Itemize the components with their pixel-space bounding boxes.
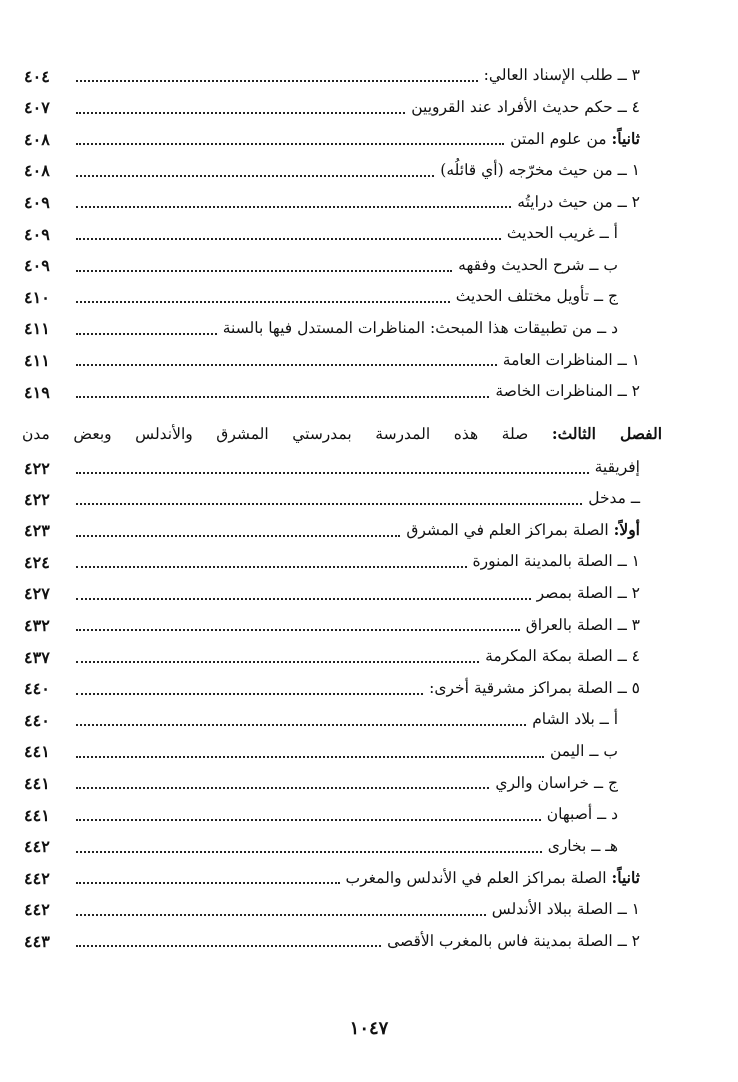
- toc-page-number: ٤١٩: [24, 382, 50, 402]
- dot-leader: [76, 472, 589, 474]
- toc-page-number: ٤٠٩: [24, 224, 50, 244]
- dot-leader: [76, 629, 520, 631]
- toc-page-number: ٤٤٢: [24, 900, 50, 920]
- toc-entry[interactable]: [24, 896, 640, 924]
- toc-page-number: ٤٤٢: [24, 868, 50, 888]
- dot-leader: [76, 756, 544, 758]
- toc-entry[interactable]: [24, 675, 640, 703]
- toc-entry-title: ١ ــ الصلة بالمدينة المنورة: [472, 552, 640, 571]
- toc-entry[interactable]: [24, 801, 618, 829]
- toc-entry[interactable]: [24, 94, 640, 122]
- dot-leader: [76, 301, 450, 303]
- toc-entry[interactable]: [24, 738, 618, 766]
- toc-entry-title: ج ــ خراسان والري: [495, 773, 618, 792]
- toc-entry-title: ٥ ــ الصلة بمراكز مشرقية أخرى:: [429, 678, 640, 697]
- toc-page-number: ٤٣٢: [24, 615, 50, 635]
- chapter-title: صلة هذه المدرسة بمدرستي المشرق والأندلس وبعض مدن: [22, 425, 552, 443]
- toc-entry-text: الصلة بمراكز العلم في المشرق: [406, 521, 614, 540]
- toc-entry-title: [406, 522, 640, 539]
- page-number: ١٠٤٧: [349, 1018, 389, 1039]
- toc-page-number: ٤١١: [24, 350, 50, 370]
- toc-entry[interactable]: [24, 346, 640, 374]
- toc-entry-title: ج ــ تأويل مختلف الحديث: [455, 287, 618, 306]
- toc-entry[interactable]: [24, 454, 640, 482]
- dot-leader: [76, 396, 489, 398]
- toc-entry[interactable]: [24, 833, 618, 861]
- dot-leader: [76, 206, 511, 208]
- toc-page-number: ٤٠٨: [24, 161, 50, 181]
- toc-entry-text: من علوم المتن: [510, 129, 612, 148]
- toc-entry[interactable]: [24, 517, 640, 545]
- dot-leader: [76, 819, 541, 821]
- toc-entry[interactable]: [24, 220, 618, 248]
- toc-page-number: ٤٤١: [24, 773, 50, 793]
- toc-page-number: ٤٤٢: [24, 837, 50, 857]
- toc-page-number: ٤٤٣: [24, 931, 50, 951]
- toc-entry-title: [510, 128, 640, 148]
- dot-leader: [76, 112, 405, 114]
- toc-entry-title: د ــ أصبهان: [546, 805, 618, 824]
- toc-page-number: ٤٠٧: [24, 98, 50, 118]
- toc-page-number: ٤٢٧: [24, 584, 50, 604]
- toc-entry[interactable]: [24, 378, 640, 406]
- toc-entry-title: ٢ ــ الصلة بمدينة فاس بالمغرب الأقصى: [387, 931, 640, 950]
- dot-leader: [76, 945, 381, 947]
- toc-page-number: ٤٢٢: [24, 489, 50, 509]
- toc-entry-title: ٤ ــ حكم حديث الأفراد عند القرويين: [411, 97, 640, 116]
- toc-entry[interactable]: [24, 252, 618, 280]
- toc-entry-title: ٣ ــ طلب الإسناد العالي:: [483, 66, 640, 85]
- dot-leader: [76, 535, 400, 537]
- toc-entry-text: الصلة بمراكز العلم في الأندلس والمغرب: [345, 868, 612, 887]
- toc-entry[interactable]: [24, 283, 618, 311]
- dot-leader: [76, 882, 340, 884]
- toc-entry[interactable]: [24, 315, 618, 343]
- toc-page-number: ٤٠٩: [24, 192, 50, 212]
- dot-leader: [76, 787, 489, 789]
- toc-page-number: ٤١٠: [24, 287, 50, 307]
- toc-entry[interactable]: [24, 864, 640, 892]
- toc-page-number: ٤٢٤: [24, 552, 50, 572]
- dot-leader: [76, 914, 486, 916]
- toc-entry-title: ٤ ــ الصلة بمكة المكرمة: [485, 647, 640, 666]
- toc-page-number: ٤١١: [24, 319, 50, 339]
- toc-entry-title: ١ ــ المناظرات العامة: [502, 350, 640, 369]
- chapter-heading: [22, 424, 662, 443]
- toc-entry-label: ثانياً:: [611, 128, 640, 148]
- toc-entry-title: ٢ ــ الصلة بمصر: [536, 584, 640, 603]
- toc-entry-title: ٢ ــ المناظرات الخاصة: [495, 382, 640, 401]
- toc-entry[interactable]: [24, 62, 640, 90]
- toc-entry-title: ١ ــ من حيث مخرّجه (أي قائلُه): [440, 161, 640, 180]
- toc-entry[interactable]: [24, 643, 640, 671]
- toc-entry-title: إفريقية: [594, 458, 640, 477]
- toc-entry-title: ١ ــ الصلة ببلاد الأندلس: [491, 900, 640, 919]
- toc-page-number: ٤٤١: [24, 742, 50, 762]
- toc-entry-title: ٣ ــ الصلة بالعراق: [525, 615, 640, 634]
- toc-entry-title: ٢ ــ من حيث درايتُه: [517, 192, 640, 211]
- toc-entry[interactable]: [24, 485, 640, 513]
- dot-leader: [76, 175, 434, 177]
- toc-entry-label: ثانياً:: [611, 867, 640, 887]
- toc-page-number: ٤٢٢: [24, 458, 50, 478]
- toc-page-number: ٤٤١: [24, 805, 50, 825]
- dot-leader: [76, 566, 467, 568]
- toc-page-number: ٤٠٩: [24, 256, 50, 276]
- dot-leader: [76, 503, 582, 505]
- toc-entry[interactable]: [24, 769, 618, 797]
- toc-entry[interactable]: [24, 706, 618, 734]
- toc-entry-title: هـ ــ بخارى: [547, 836, 618, 855]
- toc-entry[interactable]: [24, 580, 640, 608]
- toc-entry[interactable]: [24, 927, 640, 955]
- dot-leader: [76, 143, 504, 145]
- dot-leader: [76, 851, 542, 853]
- toc-entry-title: ــ مدخل: [588, 489, 640, 508]
- toc-page-number: ٤٤٠: [24, 679, 50, 699]
- dot-leader: [76, 80, 478, 82]
- toc-entry[interactable]: [24, 125, 640, 153]
- toc-entry[interactable]: [24, 188, 640, 216]
- toc-page-number: ٤٠٨: [24, 129, 50, 149]
- dot-leader: [76, 333, 217, 335]
- toc-page-number: ٤٢٣: [24, 521, 50, 541]
- toc-entry-title: أ ــ بلاد الشام: [532, 710, 618, 729]
- dot-leader: [76, 270, 452, 272]
- toc-page-number: ٤٠٤: [24, 66, 50, 86]
- dot-leader: [76, 598, 531, 600]
- toc-page-number: ٤٣٧: [24, 647, 50, 667]
- toc-entry[interactable]: [24, 157, 640, 185]
- toc-entry-label: أولاً:: [613, 520, 640, 540]
- dot-leader: [76, 238, 501, 240]
- toc-entry-title: أ ــ غريب الحديث: [506, 224, 618, 243]
- toc-entry[interactable]: [24, 548, 640, 576]
- dot-leader: [76, 364, 497, 366]
- toc-entry-title: ب ــ شرح الحديث وفقهه: [458, 255, 618, 274]
- toc-entry-title: [345, 867, 640, 887]
- dot-leader: [76, 693, 423, 695]
- toc-entry[interactable]: [24, 611, 640, 639]
- dot-leader: [76, 724, 526, 726]
- chapter-label: الفصل الثالث:: [551, 424, 663, 443]
- toc-page-number: ٤٤٠: [24, 710, 50, 730]
- toc-entry-title: ب ــ اليمن: [550, 742, 618, 761]
- dot-leader: [76, 661, 479, 663]
- toc-entry-title: د ــ من تطبيقات هذا المبحث: المناظرات المستدل فيها بالسنة: [222, 319, 618, 338]
